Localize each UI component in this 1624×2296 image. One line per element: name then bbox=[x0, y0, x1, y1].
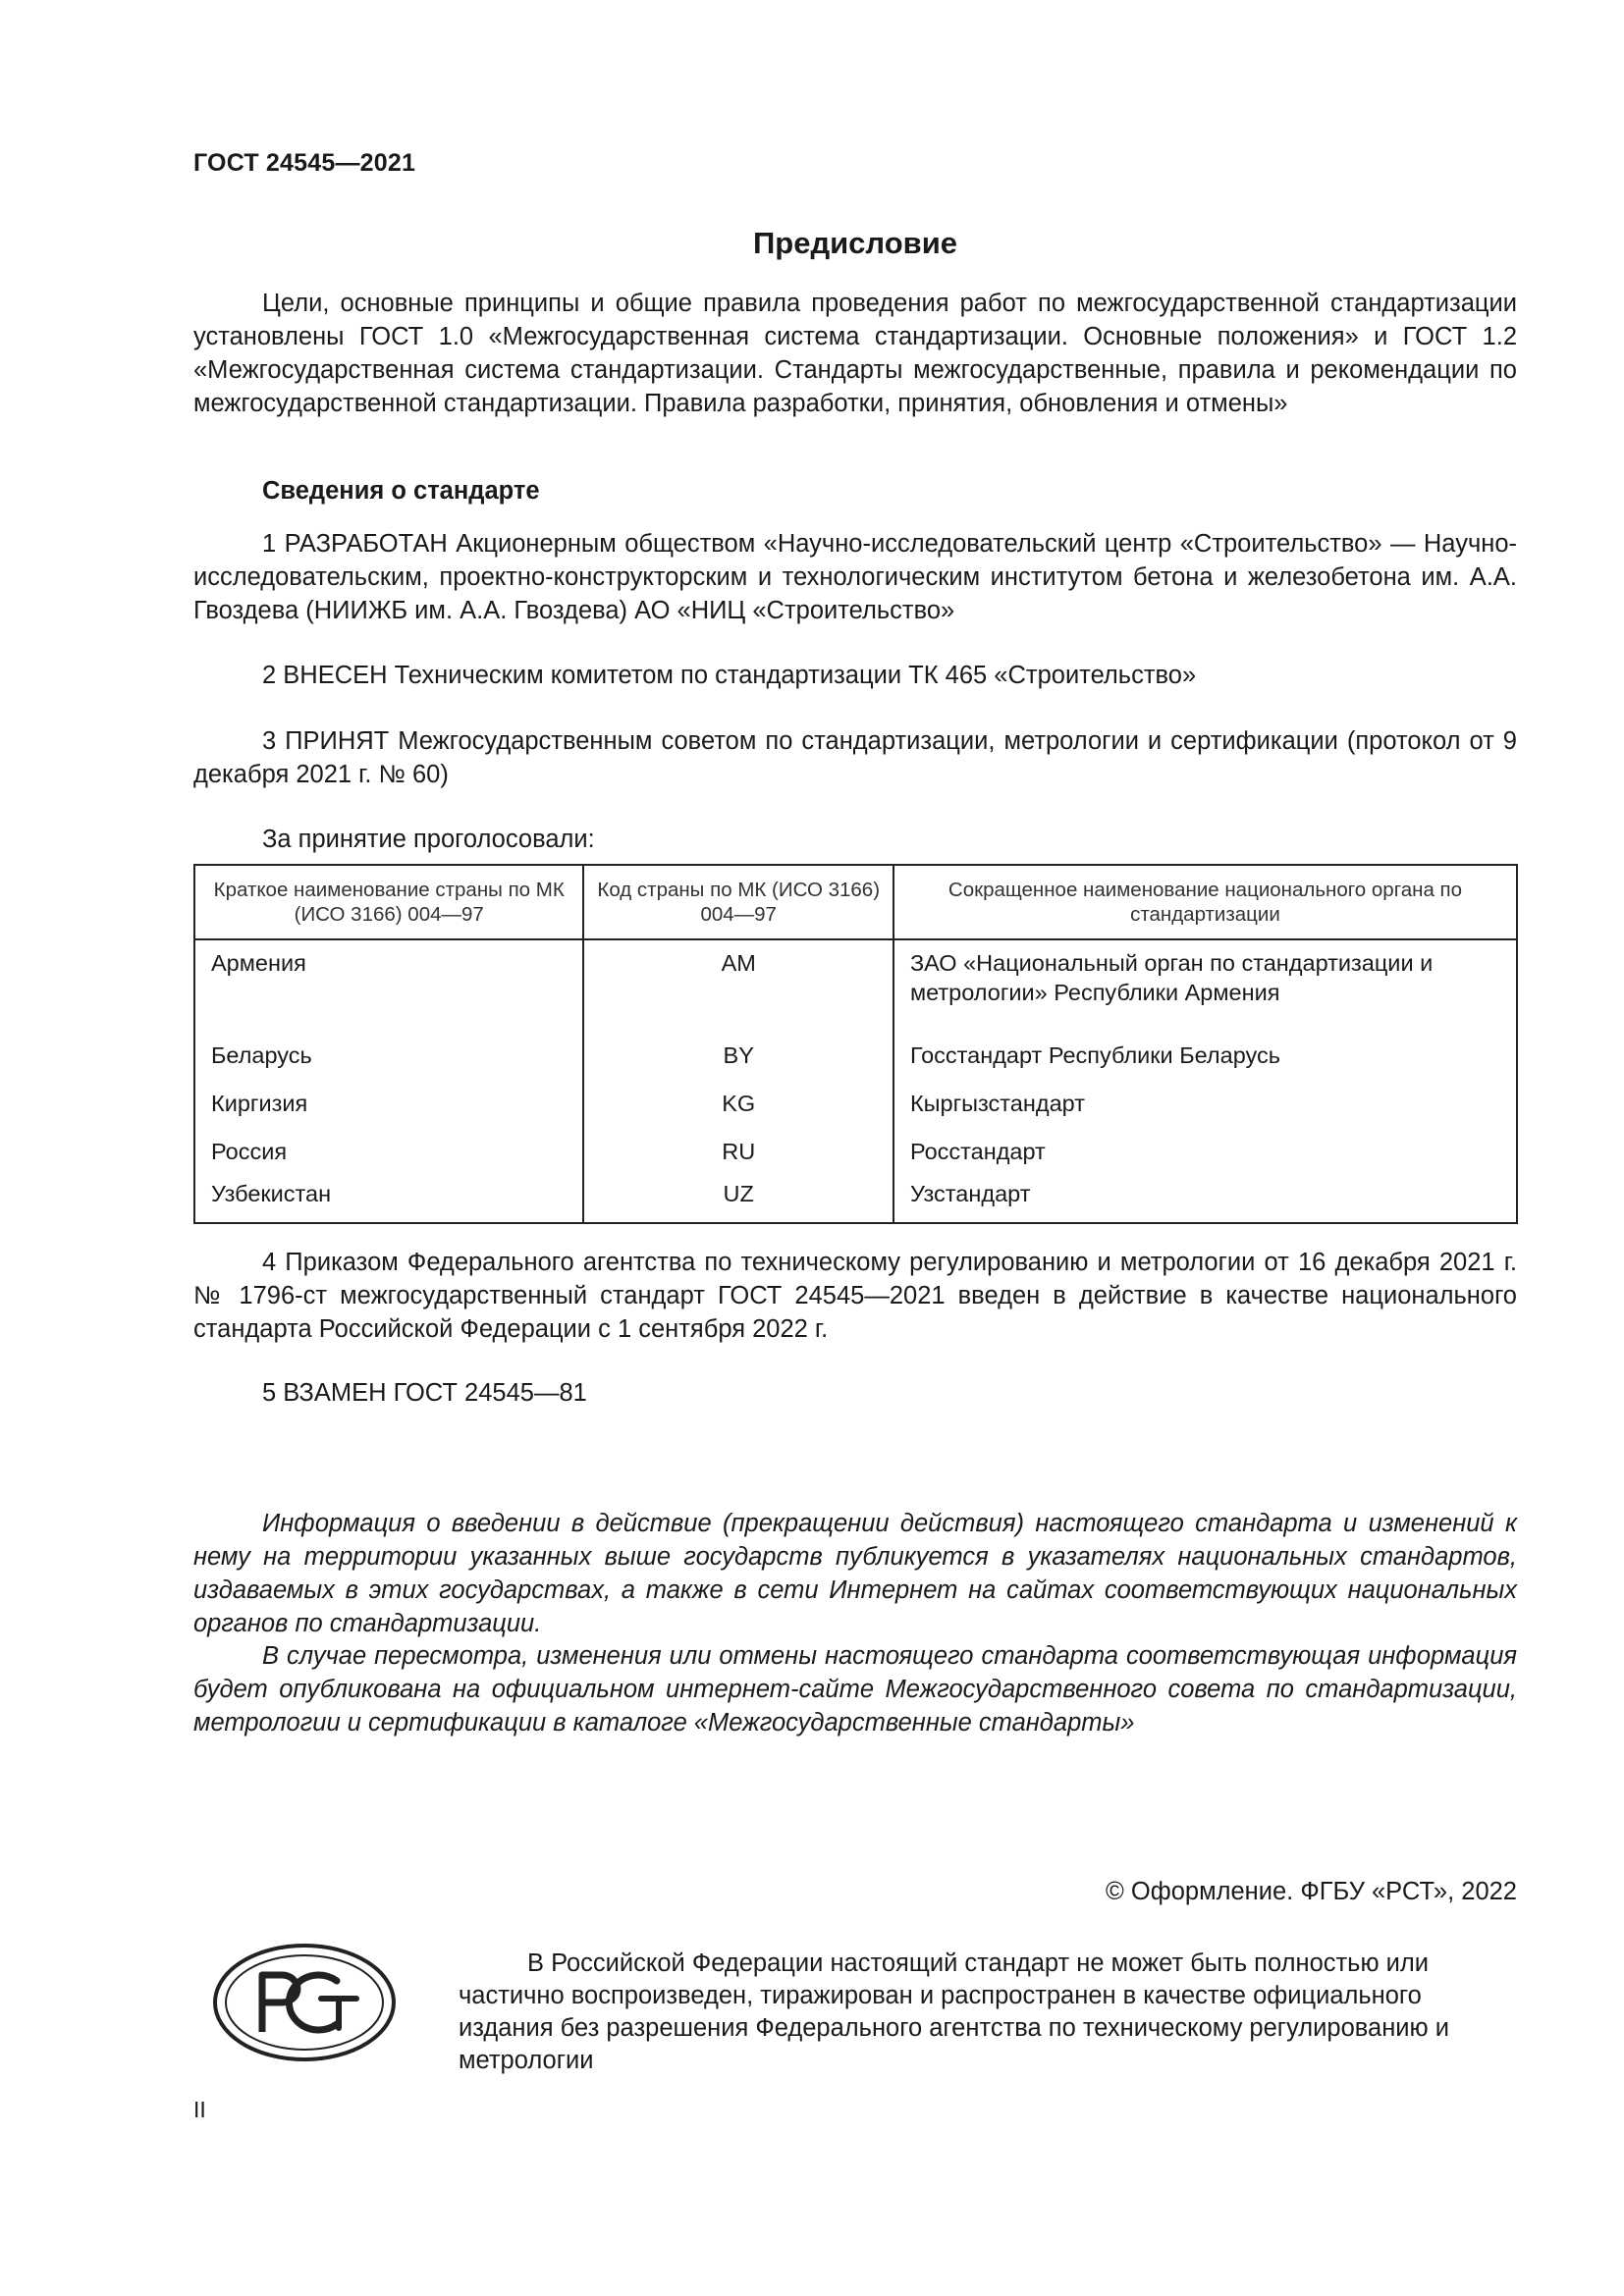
notice-1-text: Информация о введении в действие (прекращении действия) настоящего стандарта и изменений к нему на территории указанных выше государств публикуется в указателях национальных стандартов, издаваемых в этих государствах, а также в сети Интернет на сайтах соответствующих национальных органов по стандартизации. bbox=[193, 1510, 1517, 1637]
cell-country: Россия bbox=[194, 1127, 583, 1175]
item-developed-text: 1 РАЗРАБОТАН Акционерным обществом «Научно-исследовательский центр «Строительство» — Научно-исследовательским, проектно-конструкторским и технологическим институтом бетона и железобетона им. А.А. Гвоздева (НИИЖБ им. А.А. Гвоздева) АО «НИЦ «Строительство» bbox=[193, 530, 1517, 624]
voted-label-text: За принятие проголосовали: bbox=[262, 826, 595, 853]
item-developed bbox=[193, 527, 1517, 627]
notice-paragraph-1 bbox=[193, 1507, 1517, 1640]
table-row bbox=[194, 1175, 1517, 1223]
legal-text: В Российской Федерации настоящий стандарт не может быть полностью или частично воспроизведен, тиражирован и распространен в качестве официального издания без разрешения Федерального агентства по техническому регулированию и метрологии bbox=[459, 1949, 1449, 2074]
cell-body: Росстандарт bbox=[893, 1127, 1517, 1175]
item-replaces-text: 5 ВЗАМЕН ГОСТ 24545—81 bbox=[262, 1379, 587, 1407]
document-page bbox=[193, 0, 1517, 2296]
table-row bbox=[194, 939, 1517, 1031]
page-number: II bbox=[193, 2097, 206, 2122]
intro-paragraph bbox=[193, 287, 1517, 420]
subsection-title: Сведения о стандарте bbox=[262, 477, 540, 505]
cell-country: Киргизия bbox=[194, 1079, 583, 1127]
cell-code: RU bbox=[583, 1127, 893, 1175]
cell-code: AM bbox=[583, 939, 893, 1031]
item-introduced bbox=[193, 659, 1517, 692]
cell-body: Кыргызстандарт bbox=[893, 1079, 1517, 1127]
voting-table bbox=[193, 864, 1518, 1224]
table-row bbox=[194, 1127, 1517, 1175]
standard-code: ГОСТ 24545—2021 bbox=[193, 149, 416, 177]
cell-country: Узбекистан bbox=[194, 1175, 583, 1223]
header-code: Код страны по МК (ИСО 3166) 004—97 bbox=[583, 865, 893, 939]
rst-logo-icon bbox=[211, 1942, 398, 2063]
item-replaces bbox=[193, 1376, 1517, 1410]
item-adopted-text: 3 ПРИНЯТ Межгосударственным советом по стандартизации, метрологии и сертификации (протокол от 9 декабря 2021 г. № 60) bbox=[193, 727, 1517, 788]
table-row bbox=[194, 1079, 1517, 1127]
legal-notice bbox=[459, 1948, 1517, 2077]
table-header-row bbox=[194, 865, 1517, 939]
cell-code: KG bbox=[583, 1079, 893, 1127]
header-body: Сокращенное наименование национального органа по стандартизации bbox=[893, 865, 1517, 939]
cell-body: ЗАО «Национальный орган по стандартизации и метрологии» Республики Армения bbox=[893, 939, 1517, 1031]
table-row bbox=[194, 1031, 1517, 1079]
notice-2-text: В случае пересмотра, изменения или отмены настоящего стандарта соответствующая информация будет опубликована на официальном интернет-сайте Межгосударственного совета по стандартизации, метрологии и сертификации в каталоге «Межгосударственные стандарты» bbox=[193, 1642, 1517, 1736]
page-title: Предисловие bbox=[752, 226, 957, 260]
cell-country: Армения bbox=[194, 939, 583, 1031]
cell-body: Узстандарт bbox=[893, 1175, 1517, 1223]
voted-label bbox=[193, 823, 1517, 856]
header-country: Краткое наименование страны по МК (ИСО 3166) 004—97 bbox=[194, 865, 583, 939]
cell-body: Госстандарт Республики Беларусь bbox=[893, 1031, 1517, 1079]
item-order bbox=[193, 1246, 1517, 1346]
notice-paragraph-2 bbox=[193, 1639, 1517, 1739]
cell-code: UZ bbox=[583, 1175, 893, 1223]
cell-country: Беларусь bbox=[194, 1031, 583, 1079]
copyright-line: © Оформление. ФГБУ «РСТ», 2022 bbox=[1106, 1878, 1517, 1905]
cell-code: BY bbox=[583, 1031, 893, 1079]
item-order-text: 4 Приказом Федерального агентства по техническому регулированию и метрологии от 16 декабря 2021 г. № 1796-ст межгосударственный стандарт ГОСТ 24545—2021 введен в действие в качестве национального стандарта Российской Федерации с 1 сентября 2022 г. bbox=[193, 1249, 1517, 1343]
intro-text: Цели, основные принципы и общие правила проведения работ по межгосударственной стандартизации установлены ГОСТ 1.0 «Межгосударственная система стандартизации. Основные положения» и ГОСТ 1.2 «Межгосударственная система стандартизации. Стандарты межгосударственные, правила и рекомендации по межгосударственной стандартизации. Правила разработки, принятия, обновления и отмены» bbox=[193, 290, 1517, 417]
item-adopted bbox=[193, 724, 1517, 791]
item-introduced-text: 2 ВНЕСЕН Техническим комитетом по стандартизации ТК 465 «Строительство» bbox=[262, 662, 1197, 689]
